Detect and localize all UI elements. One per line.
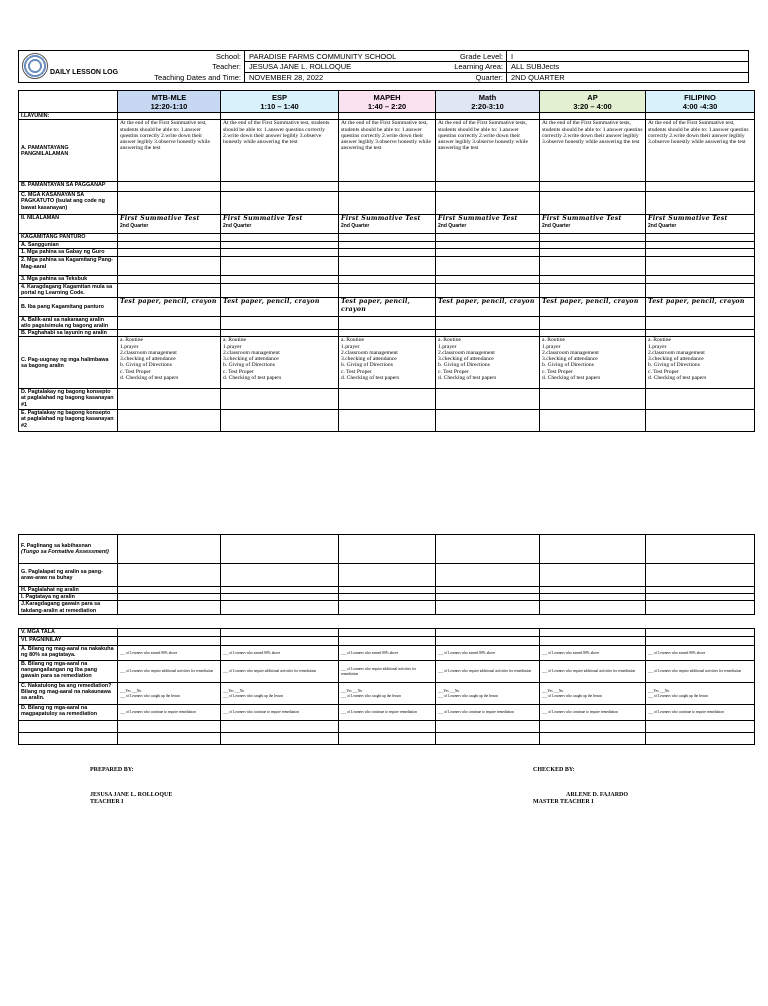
school-value: PARADISE FARMS COMMUNITY SCHOOL [249,52,397,61]
procedure-line: d. Checking of test papers [341,375,400,381]
row-pa [19,316,755,329]
reflection-cell: ___ of Learners who earned 80% above [118,646,221,661]
objective-cell: At the end of the First Summative test, students should be able to: 1.answer questins correctly 2.write down their answer legibly 3.observe honestly while answering the test [221,120,339,182]
row-label: H. Paglalahat ng aralin [19,587,118,594]
row-tala [19,629,755,637]
procedure-line: a. Routine [341,337,364,344]
lesson-grid [18,90,755,432]
row-rb [19,661,755,683]
reflection-cell: ___ of Learners who earned 80% above [540,646,646,661]
procedure-line: a. Routine [542,337,565,344]
procedure-line: b. Giving of Directions [648,362,700,369]
procedure-line: c. Test Proper [341,368,372,375]
row-label: E. Pagtalakay ng bagong konsepto at paglalahad ng bagong kasanayan #2 [19,410,118,432]
content-text: First Summative Test [438,215,518,223]
procedure-line: c. Test Proper [223,368,254,375]
procedure-line: d. Checking of test papers [438,375,497,381]
school-label: School: [215,52,241,61]
reflection-cell: ___ of Learners who earned 80% above [221,646,339,661]
prepared-by-label: PREPARED BY: [90,767,134,773]
reflection-cell: ___Yes ___No ___ of Learners who caught up the lesson [221,683,339,705]
row-label: 4. Karagdagang Kagamitan mula sa portal ng Learning Code. [19,283,118,297]
objective-cell: At the end of the First Summative tests, students should be able to: 1.answer questins correctly 2.write down their answer legibly 3.observe honestly while answering the test [436,120,540,182]
row-label: B. PAMANTAYAN SA PAGGANAP [19,182,118,192]
content-text: First Summative Test [542,215,622,223]
procedure-line: 3.checking of attendance [120,356,176,363]
row-label: VI. PAGNINILAY [19,637,118,646]
content-text: First Summative Test [341,215,421,223]
procedure-cell [646,337,755,389]
procedure-line: 1.prayer [223,343,242,350]
row-label: J.Karagdagang gawain para sa takdang-aralin at remediation [19,601,118,615]
procedure-line: a. Routine [120,337,143,344]
reflection-cell: ___Yes ___No ___ of Learners who caught up the lesson [339,683,436,705]
row-ra [19,646,755,661]
content-text: First Summative Test [648,215,728,223]
row-pamantayang [19,120,755,182]
procedure-line: 2.classroom management [438,349,495,356]
area-value: ALL SUBJects [511,62,560,71]
materials-cell: Test paper, pencil, crayon [118,297,221,316]
content-text: First Summative Test [223,215,303,223]
procedure-line: b. Giving of Directions [542,362,594,369]
row-label: G. Paglalapat ng aralin sa pang-araw-araw na buhay [19,564,118,587]
prepared-by-title: TEACHER I [90,799,124,805]
procedure-line: 3.checking of attendance [223,356,279,363]
grade-value: I [511,52,514,61]
teacher-label: Teacher: [212,62,241,71]
document-title: DAILY LESSON LOG [50,69,119,76]
reflection-cell: ___ of Learners who require additional activities for remediation [221,661,339,683]
reflection-cell: ___ of Learners who earned 80% above [436,646,540,661]
reflection-cell: ___Yes ___No ___ of Learners who caught up the lesson [540,683,646,705]
procedure-line: b. Giving of Directions [223,362,275,369]
row-label: C. MGA KASANAYAN SA PAGKATUTO (Isulat ang code ng bawat kasanayan) [19,192,118,215]
row-label: 3. Mga pahina sa Teksbuk [19,276,118,283]
row-label: B. Bilang ng mga-aaral na nangangailangan ng iba pang gawain para sa remediation [19,661,118,683]
procedure-line: 1.prayer [542,343,561,350]
reflection-cell: ___ of Learners who continue to require remediation [339,705,436,721]
procedure-line: 1.prayer [120,343,139,350]
subject-header-row [19,91,755,113]
row-s4 [19,283,755,297]
reflection-cell: ___ of Learners who require additional activities for remediation [436,661,540,683]
objective-cell: At the end of the First Summative test, students should be able to: 1.answer questins correctly 2.write down their answer legibly 3.observe honestly while answering the test [646,120,755,182]
reflection-cell: ___ of Learners who require additional activities for remediation [118,661,221,683]
row-label: D. Pagtalakay ng bagong konsepto at paglalahad ng bagong kasanayan #1 [19,389,118,410]
row-pc [19,337,755,389]
reflection-cell: ___Yes ___No ___ of Learners who caught up the lesson [118,683,221,705]
teacher-value: JESUSA JANE L. ROLLOQUE [249,62,352,71]
row-label: 2. Mga pahina sa Kagamitang Pang-Mag-aaral [19,257,118,276]
procedure-line: 2.classroom management [648,349,705,356]
procedure-line: 3.checking of attendance [648,356,704,363]
subject-header-math: Math 2:20-3:10 [436,91,540,113]
header-divider [244,50,245,83]
quarter-note: 2nd Quarter [120,223,149,230]
row-label: A. Sanggunian [19,242,118,249]
procedure-line: a. Routine [438,337,461,344]
subject-header-filipino: FILIPINO 4:00 -4:30 [646,91,755,113]
quarter-note: 2nd Quarter [648,223,677,230]
row-pe [19,410,755,432]
reflection-cell: ___ of Learners who earned 80% above [339,646,436,661]
row-sanggunian [19,242,755,249]
procedure-line: d. Checking of test papers [542,375,601,381]
procedure-line: d. Checking of test papers [223,375,282,381]
quarter-value: 2ND QUARTER [511,73,565,82]
row-rd [19,705,755,721]
procedure-line: a. Routine [223,337,246,344]
row-layunin [19,113,755,120]
procedure-line: b. Giving of Directions [438,362,490,369]
dates-label: Teaching Dates and Time: [154,73,241,82]
objective-cell: At the end of the First Summative test, students should be able to: 1.answer questins correctly 2.write down their answer legibly 3.observe honestly while answering the test [118,120,221,182]
procedure-line: c. Test Proper [120,368,151,375]
materials-cell: Test paper, pencil, crayon [221,297,339,316]
row-blank [19,721,755,733]
reflection-cell: ___ of Learners who continue to require remediation [540,705,646,721]
procedure-cell [540,337,646,389]
row-label: I. Pagtataya ng aralin [19,594,118,601]
row-label: A. PAMANTAYANG PANGNILALAMAN [19,120,118,182]
reflection-cell: ___ of Learners who require additional activities for remediation [646,661,755,683]
procedure-line: 1.prayer [438,343,457,350]
quarter-note: 2nd Quarter [223,223,252,230]
procedure-line: 2.classroom management [341,349,398,356]
area-label: Learning Area: [454,62,503,71]
row-label: A. Bilang ng mag-aaral na nakakuha ng 80% sa pagtataya. [19,646,118,661]
row-label: II. NILALAMAN [19,215,118,234]
reflection-cell: ___ of Learners who continue to require remediation [221,705,339,721]
procedure-line: d. Checking of test papers [648,375,707,381]
row-s2 [19,257,755,276]
row-label: I.LAYUNIN: [19,113,118,120]
procedure-line: b. Giving of Directions [120,362,172,369]
reflection-cell: ___Yes ___No ___ of Learners who caught up the lesson [436,683,540,705]
row-label: D. Bilang ng mga-aaral na magpapatuloy sa remediation [19,705,118,721]
checked-by-name: ARLENE D. FAJARDO [566,792,629,798]
row-label: KAGAMITANG PANTURO [19,234,118,242]
reflection-cell: ___ of Learners who continue to require remediation [118,705,221,721]
procedure-cell [436,337,540,389]
procedure-cell [339,337,436,389]
content-text: First Summative Test [120,215,200,223]
procedure-line: 3.checking of attendance [341,356,397,363]
quarter-note: 2nd Quarter [438,223,467,230]
row-pagganap [19,182,755,192]
objective-cell: At the end of the First Summative tests, students should be able to: 1.answer questins correctly 2.write down their answer legibly 3.observe honestly while answering the test [540,120,646,182]
row-label: 1. Mga pahina sa Gabay ng Guro [19,249,118,257]
subject-header-mtb: MTB-MLE 12:20-1:10 [118,91,221,113]
reflection-cell: ___Yes ___No ___ of Learners who caught up the lesson [646,683,755,705]
quarter-note: 2nd Quarter [341,223,370,230]
corner-cell [19,91,118,113]
row-pj [19,601,755,615]
row-blank [19,733,755,745]
deped-seal-icon [22,53,48,79]
row-rc [19,683,755,705]
reflection-cell: ___ of Learners who continue to require remediation [436,705,540,721]
reflection-grid [18,628,755,745]
checked-by-title: MASTER TEACHER I [533,799,594,805]
quarter-note: 2nd Quarter [542,223,571,230]
header-divider [506,50,507,83]
row-pagninilay [19,637,755,646]
procedure-line: c. Test Proper [438,368,469,375]
grade-label: Grade Level: [460,52,503,61]
reflection-cell: ___ of Learners who earned 80% above [646,646,755,661]
row-iba [19,297,755,316]
procedure-line: 3.checking of attendance [542,356,598,363]
reflection-cell: ___ of Learners who require additional activities for remediation [339,661,436,683]
subject-header-esp: ESP 1:10 – 1:40 [221,91,339,113]
procedure-line: 1.prayer [341,343,360,350]
prepared-by-name: JESUSA JANE L. ROLLOQUE [90,792,173,798]
checked-by-label: CHECKED BY: [533,767,575,773]
procedure-line: c. Test Proper [648,368,679,375]
row-label: F. Paglinang sa kabihasnan (Tungo sa Formative Assessment) [19,535,118,564]
row-label: B. Iba pang Kagamitang panturo [19,297,118,316]
row-label: A. Balik-aral sa nakaraang aralin at/o pagsisimula ng bagong aralin [19,316,118,329]
row-label: C. Nakatulong ba ang remediation? Bilang ng mag-aaral na nakaunawa sa aralin. [19,683,118,705]
quarter-label: Quarter: [475,73,503,82]
row-label: V. MGA TALA [19,629,118,637]
dates-value: NOVEMBER 28, 2022 [249,73,324,82]
row-kasanayan [19,192,755,215]
procedure-cell [221,337,339,389]
row-s3 [19,276,755,283]
materials-cell: Test paper, pencil, crayon [436,297,540,316]
lesson-grid-continued [18,534,755,615]
subject-header-mapeh: MAPEH 1:40 – 2:20 [339,91,436,113]
row-pi [19,594,755,601]
materials-cell: Test paper, pencil, crayon [540,297,646,316]
procedure-line: 2.classroom management [542,349,599,356]
row-ph [19,587,755,594]
objective-cell: At the end of the First Summative test, students should be able to: 1.answer questins correctly 2.write down their answer legibly 3.observe honestly while answering the test [339,120,436,182]
row-kagamitang [19,234,755,242]
row-label: C. Pag-uugnay ng mga halimbawa sa bagong aralin [19,337,118,389]
row-s1 [19,249,755,257]
row-pg [19,564,755,587]
procedure-line: 2.classroom management [120,349,177,356]
procedure-line: 3.checking of attendance [438,356,494,363]
procedure-line: b. Giving of Directions [341,362,393,369]
subject-header-ap: AP 3:20 – 4:00 [540,91,646,113]
row-nilalaman [19,215,755,234]
row-pf [19,535,755,564]
reflection-cell: ___ of Learners who require additional activities for remediation [540,661,646,683]
materials-cell: Test paper, pencil, crayon [646,297,755,316]
row-label: B. Paghahabi sa layunin ng aralin [19,330,118,337]
procedure-cell [118,337,221,389]
procedure-line: 1.prayer [648,343,667,350]
procedure-line: c. Test Proper [542,368,573,375]
row-pb [19,330,755,337]
procedure-line: d. Checking of test papers [120,375,179,381]
row-pd [19,389,755,410]
reflection-cell: ___ of Learners who continue to require remediation [646,705,755,721]
procedure-line: 2.classroom management [223,349,280,356]
procedure-line: a. Routine [648,337,671,344]
materials-cell: Test paper, pencil, crayon [339,297,436,316]
